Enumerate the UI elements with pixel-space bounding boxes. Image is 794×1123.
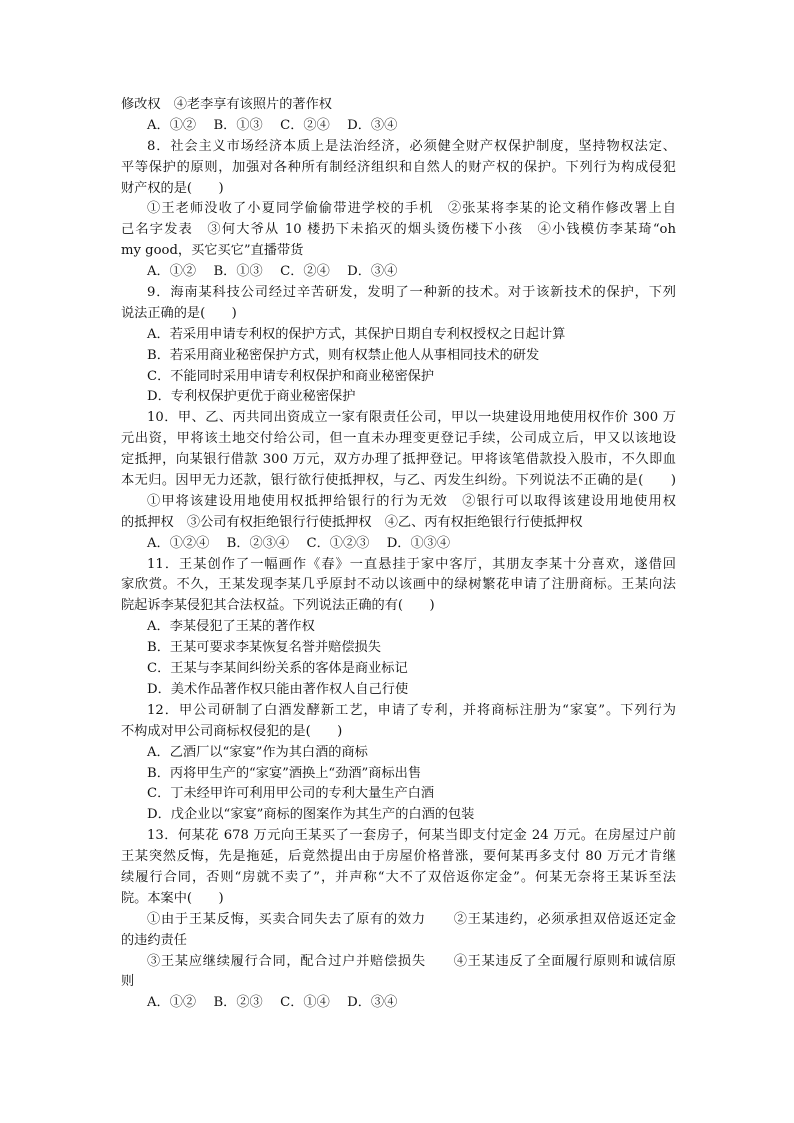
text-line: 说法正确的是( ) [121, 305, 237, 321]
text-line: 定抵押，向某银行借款 300 万元，双方办理了抵押登记。甲将该笔借款投入股市，不久即血 [121, 452, 676, 468]
text-line: 王某突然反悔，先是拖延，后竟然提出由于房屋价格普涨，要何某再多支付 80 万元才肯继 [121, 849, 676, 865]
text-line: ①甲将该建设用地使用权抵押给银行的行为无效 ②银行可以取得该建设用地使用权 [147, 493, 676, 509]
text-line: D．戊企业以“家宴”商标的图案作为其生产的白酒的包装 [147, 807, 475, 823]
text-line: A．①② B．②③ C．①④ D．③④ [147, 995, 398, 1011]
text-line: ③王某应继续履行合同，配合过户并赔偿损失 ④王某违反了全面履行原则和诚信原 [147, 953, 676, 969]
text-line: ①由于王某反悔，买卖合同失去了原有的效力 ②王某违约，必须承担双倍返还定金 [147, 911, 676, 927]
text-line: C．不能同时采用申请专利权保护和商业秘密保护 [147, 368, 435, 384]
text-line: 修改权 ④老李享有该照片的著作权 [121, 97, 332, 112]
text-line: A．若采用申请专利权的保护方式，其保护日期自专利权授权之日起计算 [147, 326, 566, 342]
text-line: 己名字发表 ③何大爷从 10 楼扔下未掐灭的烟头烫伤楼下小孩 ④小钱模仿李某琦“oh [121, 222, 676, 238]
text-line: 院。本案中( ) [121, 890, 224, 906]
text-line: 10．甲、乙、丙共同出资成立一家有限责任公司，甲以一块建设用地使用权作价 300 万 [147, 410, 676, 426]
text-line: A．乙酒厂以“家宴”作为其白酒的商标 [147, 744, 368, 760]
text-line: A．①② B．①③ C．②④ D．③④ [147, 264, 398, 280]
text-line: 不构成对甲公司商标权侵犯的是( ) [121, 723, 343, 739]
text-line: C．王某与李某间纠纷关系的客体是商业标记 [147, 661, 408, 677]
text-line: 11．王某创作了一幅画作《春》一直悬挂于家中客厅，其朋友李某十分喜欢，遂借回 [147, 556, 676, 572]
text-line: 本无归。因甲无力还款，银行欲行使抵押权，与乙、丙发生纠纷。下列说法不正确的是( ) [121, 473, 676, 489]
text-line: 续履行合同，否则“房就不卖了”，并声称“大不了双倍返你定金”。何某无奈将王某诉至法 [121, 869, 676, 885]
text-line: A．李某侵犯了王某的著作权 [147, 619, 315, 635]
text-line: 财产权的是( ) [121, 180, 224, 196]
document-page [121, 95, 676, 1014]
text-line: my good，买它买它”直播带货 [121, 243, 304, 259]
text-line: D．专利权保护更优于商业秘密保护 [147, 389, 356, 405]
text-line: 平等保护的原则，加强对各种所有制经济组织和自然人的财产权的保护。下列行为构成侵犯 [121, 159, 676, 175]
text-line: B．若采用商业秘密保护方式，则有权禁止他人从事相同技术的研发 [147, 347, 540, 363]
text-line: B．王某可要求李某恢复名誉并赔偿损失 [147, 640, 381, 656]
text-line: 8．社会主义市场经济本质上是法治经济，必须健全财产权保护制度，坚持物权法定、 [147, 138, 676, 154]
text-line: A．①②④ B．②③④ C．①②③ D．①③④ [147, 535, 451, 551]
text-line: 则 [121, 974, 135, 990]
text-line: B．丙将甲生产的“家宴”酒换上“劲酒”商标出售 [147, 765, 422, 781]
text-line: D．美术作品著作权只能由著作权人自己行使 [147, 681, 409, 697]
text-line: A．①② B．①③ C．②④ D．③④ [147, 117, 398, 133]
text-line: 元出资，甲将该土地交付给公司，但一直未办理变更登记手续，公司成立后，甲又以该地设 [121, 431, 676, 447]
text-line: 院起诉李某侵犯其合法权益。下列说法正确的有( ) [121, 598, 435, 614]
text-line: 13．何某花 678 万元向王某买了一套房子，何某当即支付定金 24 万元。在房屋过户前 [147, 828, 676, 844]
text-line: 的违约责任 [121, 932, 187, 948]
text-line: 家欣赏。不久，王某发现李某几乎原封不动以该画中的绿树繁花申请了注册商标。王某向法 [121, 577, 676, 593]
text-line: 的抵押权 ③公司有权拒绝银行行使抵押权 ④乙、丙有权拒绝银行行使抵押权 [121, 514, 583, 530]
text-line: 9．海南某科技公司经过辛苦研发，发明了一种新的技术。对于该新技术的保护，下列 [147, 285, 676, 301]
text-line: C．丁未经甲许可利用甲公司的专利大量生产白酒 [147, 786, 435, 802]
text-line: 12．甲公司研制了白酒发酵新工艺，申请了专利，并将商标注册为“家宴”。下列行为 [147, 702, 676, 718]
text-line: ①王老师没收了小夏同学偷偷带进学校的手机 ②张某将李某的论文稍作修改署上自 [147, 201, 676, 217]
